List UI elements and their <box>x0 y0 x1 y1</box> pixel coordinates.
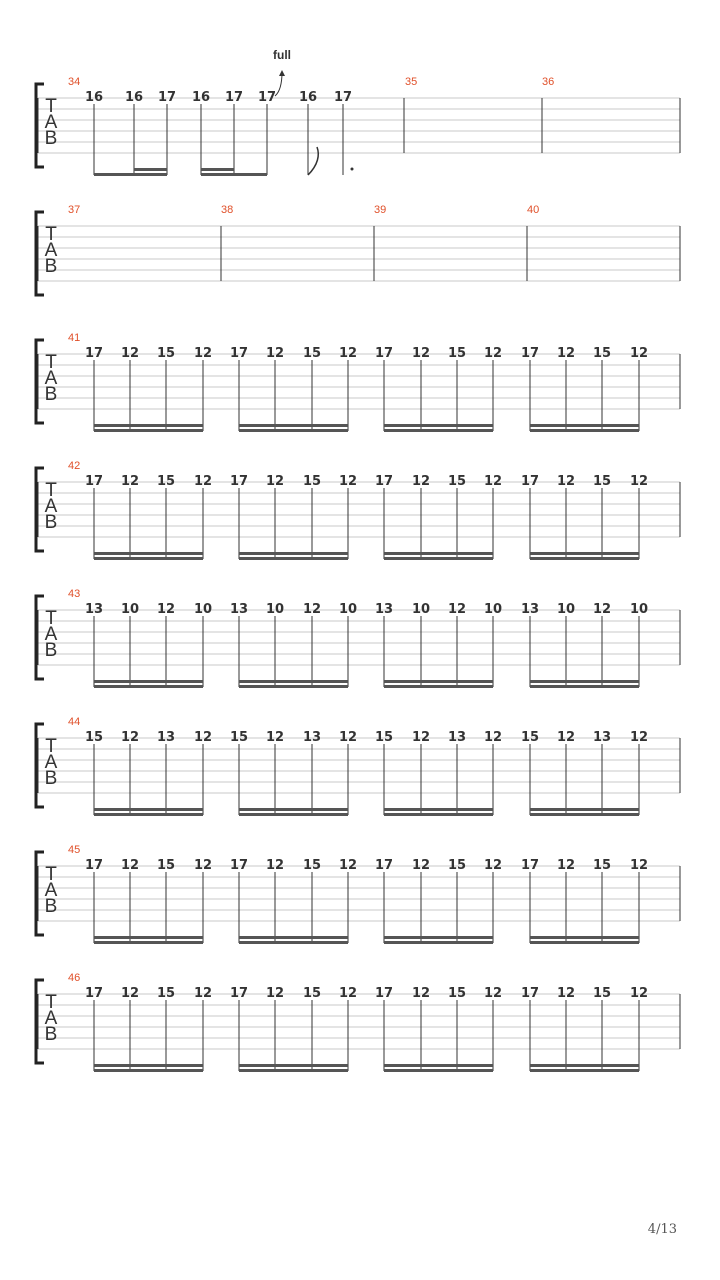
fret-number: 15 <box>302 986 322 1001</box>
fret-number: 13 <box>229 602 249 617</box>
fret-number: 13 <box>592 730 612 745</box>
tab-letter-b: B <box>44 768 58 789</box>
fret-number: 15 <box>592 986 612 1001</box>
system-bracket <box>36 340 44 423</box>
beam-secondary <box>384 680 493 683</box>
fret-number: 17 <box>520 346 540 361</box>
tab-letter-a: A <box>44 752 58 773</box>
fret-number: 12 <box>483 858 503 873</box>
fret-number: 12 <box>483 346 503 361</box>
fret-number: 16 <box>124 90 144 105</box>
fret-number: 17 <box>520 858 540 873</box>
tab-letter-t: T <box>45 224 57 245</box>
fret-number: 12 <box>483 730 503 745</box>
tab-letter-b: B <box>44 128 58 149</box>
fret-number: 15 <box>156 858 176 873</box>
fret-number: 12 <box>629 730 649 745</box>
fret-number: 12 <box>338 986 358 1001</box>
beam-secondary <box>134 168 167 171</box>
fret-number: 12 <box>556 858 576 873</box>
tab-letter-t: T <box>45 352 57 373</box>
beam-secondary <box>239 936 348 939</box>
fret-number: 17 <box>520 986 540 1001</box>
measure-number: 46 <box>68 972 81 984</box>
fret-number: 15 <box>84 730 104 745</box>
fret-number: 12 <box>120 474 140 489</box>
fret-number: 16 <box>298 90 318 105</box>
fret-number: 12 <box>193 858 213 873</box>
system-bracket <box>36 212 44 295</box>
beam-primary <box>384 813 493 816</box>
fret-number: 15 <box>592 346 612 361</box>
fret-number: 12 <box>265 346 285 361</box>
fret-number: 13 <box>84 602 104 617</box>
fret-number: 12 <box>556 986 576 1001</box>
fret-number: 12 <box>120 730 140 745</box>
fret-number: 16 <box>84 90 104 105</box>
fret-number: 10 <box>193 602 213 617</box>
fret-number: 15 <box>302 474 322 489</box>
beam-secondary <box>94 680 203 683</box>
beam-primary <box>239 941 348 944</box>
fret-number: 12 <box>193 474 213 489</box>
beam-secondary <box>94 936 203 939</box>
bend-label: full <box>273 48 291 62</box>
fret-number: 15 <box>302 858 322 873</box>
tab-letter-t: T <box>45 96 57 117</box>
tab-letter-t: T <box>45 480 57 501</box>
beam-secondary <box>239 552 348 555</box>
fret-number: 10 <box>629 602 649 617</box>
beam-secondary <box>530 808 639 811</box>
fret-number: 17 <box>229 346 249 361</box>
system-bracket <box>36 468 44 551</box>
fret-number: 15 <box>447 986 467 1001</box>
fret-number: 15 <box>447 346 467 361</box>
system-bracket <box>36 596 44 679</box>
beam-primary <box>530 813 639 816</box>
fret-number: 12 <box>193 986 213 1001</box>
fret-number: 17 <box>84 858 104 873</box>
fret-number: 17 <box>229 858 249 873</box>
tab-letter-a: A <box>44 880 58 901</box>
fret-number: 13 <box>520 602 540 617</box>
fret-number: 12 <box>592 602 612 617</box>
beam-secondary <box>384 552 493 555</box>
beam-secondary <box>384 936 493 939</box>
fret-number: 12 <box>411 986 431 1001</box>
fret-number: 17 <box>229 474 249 489</box>
fret-number: 17 <box>257 90 277 105</box>
fret-number: 13 <box>302 730 322 745</box>
page-number: 4/13 <box>647 1222 677 1237</box>
beam-secondary <box>239 424 348 427</box>
fret-number: 10 <box>265 602 285 617</box>
fret-number: 12 <box>411 730 431 745</box>
beam-primary <box>201 173 267 176</box>
fret-number: 12 <box>556 474 576 489</box>
fret-number: 12 <box>120 346 140 361</box>
fret-number: 12 <box>629 474 649 489</box>
fret-number: 17 <box>224 90 244 105</box>
beam-secondary <box>94 552 203 555</box>
beam-secondary <box>94 808 203 811</box>
beam-primary <box>384 685 493 688</box>
beam-secondary <box>384 808 493 811</box>
fret-number: 12 <box>156 602 176 617</box>
fret-number: 12 <box>265 858 285 873</box>
fret-number: 12 <box>193 346 213 361</box>
system-bracket <box>36 724 44 807</box>
fret-number: 17 <box>84 986 104 1001</box>
fret-number: 15 <box>374 730 394 745</box>
measure-number: 36 <box>542 76 555 88</box>
fret-number: 17 <box>229 986 249 1001</box>
measure-number: 45 <box>68 844 81 856</box>
beam-secondary <box>384 424 493 427</box>
beam-secondary <box>530 936 639 939</box>
beam-primary <box>530 429 639 432</box>
beam-secondary <box>530 552 639 555</box>
beam-secondary <box>239 680 348 683</box>
fret-number: 10 <box>338 602 358 617</box>
fret-number: 10 <box>411 602 431 617</box>
fret-number: 12 <box>302 602 322 617</box>
fret-number: 12 <box>338 730 358 745</box>
fret-number: 12 <box>338 474 358 489</box>
beam-secondary <box>530 1064 639 1067</box>
measure-number: 42 <box>68 460 81 472</box>
fret-number: 17 <box>374 858 394 873</box>
tab-letter-b: B <box>44 640 58 661</box>
tab-letter-b: B <box>44 896 58 917</box>
measure-number: 34 <box>68 76 81 88</box>
system-bracket <box>36 980 44 1063</box>
beam-primary <box>239 685 348 688</box>
beam-primary <box>530 557 639 560</box>
beam-primary <box>239 813 348 816</box>
fret-number: 12 <box>338 346 358 361</box>
fret-number: 12 <box>265 986 285 1001</box>
fret-number: 17 <box>520 474 540 489</box>
tab-letter-a: A <box>44 240 58 261</box>
fret-number: 12 <box>193 730 213 745</box>
fret-number: 12 <box>556 346 576 361</box>
beam-primary <box>530 941 639 944</box>
fret-number: 10 <box>556 602 576 617</box>
fret-number: 12 <box>629 858 649 873</box>
tab-letter-t: T <box>45 992 57 1013</box>
beam-secondary <box>201 168 234 171</box>
fret-number: 12 <box>120 986 140 1001</box>
fret-number: 15 <box>447 474 467 489</box>
beam-primary <box>530 1069 639 1072</box>
measure-number: 39 <box>374 204 387 216</box>
note-flag <box>308 147 318 175</box>
fret-number: 12 <box>629 346 649 361</box>
fret-number: 12 <box>265 474 285 489</box>
fret-number: 12 <box>411 858 431 873</box>
beam-secondary <box>384 1064 493 1067</box>
fret-number: 12 <box>411 474 431 489</box>
beam-primary <box>530 685 639 688</box>
system-bracket <box>36 852 44 935</box>
fret-number: 12 <box>265 730 285 745</box>
fret-number: 15 <box>520 730 540 745</box>
fret-number: 12 <box>447 602 467 617</box>
bend-arrowhead <box>279 70 285 76</box>
fret-number: 10 <box>120 602 140 617</box>
fret-number: 15 <box>592 858 612 873</box>
fret-number: 15 <box>156 474 176 489</box>
augmentation-dot <box>351 168 354 171</box>
fret-number: 17 <box>84 346 104 361</box>
fret-number: 15 <box>447 858 467 873</box>
measure-number: 35 <box>405 76 418 88</box>
fret-number: 13 <box>156 730 176 745</box>
beam-primary <box>384 941 493 944</box>
tab-letter-b: B <box>44 256 58 277</box>
measure-number: 41 <box>68 332 81 344</box>
beam-primary <box>94 685 203 688</box>
beam-primary <box>384 429 493 432</box>
beam-secondary <box>239 1064 348 1067</box>
fret-number: 12 <box>556 730 576 745</box>
fret-number: 15 <box>156 346 176 361</box>
tab-letter-b: B <box>44 384 58 405</box>
beam-primary <box>94 941 203 944</box>
fret-number: 15 <box>156 986 176 1001</box>
measure-number: 44 <box>68 716 81 728</box>
beam-primary <box>94 557 203 560</box>
beam-secondary <box>239 808 348 811</box>
fret-number: 15 <box>302 346 322 361</box>
tab-letter-a: A <box>44 112 58 133</box>
beam-primary <box>94 173 167 176</box>
fret-number: 17 <box>374 474 394 489</box>
beam-primary <box>239 1069 348 1072</box>
tab-letter-t: T <box>45 864 57 885</box>
fret-number: 17 <box>374 346 394 361</box>
beam-primary <box>94 429 203 432</box>
beam-secondary <box>94 1064 203 1067</box>
fret-number: 17 <box>374 986 394 1001</box>
fret-number: 12 <box>411 346 431 361</box>
fret-number: 13 <box>374 602 394 617</box>
fret-number: 15 <box>592 474 612 489</box>
beam-primary <box>384 1069 493 1072</box>
tab-letter-b: B <box>44 512 58 533</box>
measure-number: 37 <box>68 204 81 216</box>
fret-number: 17 <box>84 474 104 489</box>
fret-number: 12 <box>629 986 649 1001</box>
tab-letter-a: A <box>44 1008 58 1029</box>
fret-number: 12 <box>338 858 358 873</box>
fret-number: 16 <box>191 90 211 105</box>
fret-number: 10 <box>483 602 503 617</box>
fret-number: 12 <box>483 986 503 1001</box>
system-bracket <box>36 84 44 167</box>
tab-letter-a: A <box>44 496 58 517</box>
tab-letter-a: A <box>44 368 58 389</box>
tab-letter-a: A <box>44 624 58 645</box>
beam-primary <box>239 557 348 560</box>
beam-secondary <box>94 424 203 427</box>
fret-number: 13 <box>447 730 467 745</box>
fret-number: 12 <box>120 858 140 873</box>
measure-number: 43 <box>68 588 81 600</box>
measure-number: 40 <box>527 204 540 216</box>
beam-primary <box>94 813 203 816</box>
beam-primary <box>94 1069 203 1072</box>
tab-letter-t: T <box>45 736 57 757</box>
fret-number: 15 <box>229 730 249 745</box>
fret-number: 17 <box>157 90 177 105</box>
beam-primary <box>239 429 348 432</box>
beam-secondary <box>530 424 639 427</box>
measure-number: 38 <box>221 204 234 216</box>
beam-primary <box>384 557 493 560</box>
beam-secondary <box>530 680 639 683</box>
fret-number: 17 <box>333 90 353 105</box>
tab-letter-t: T <box>45 608 57 629</box>
tab-letter-b: B <box>44 1024 58 1045</box>
fret-number: 12 <box>483 474 503 489</box>
